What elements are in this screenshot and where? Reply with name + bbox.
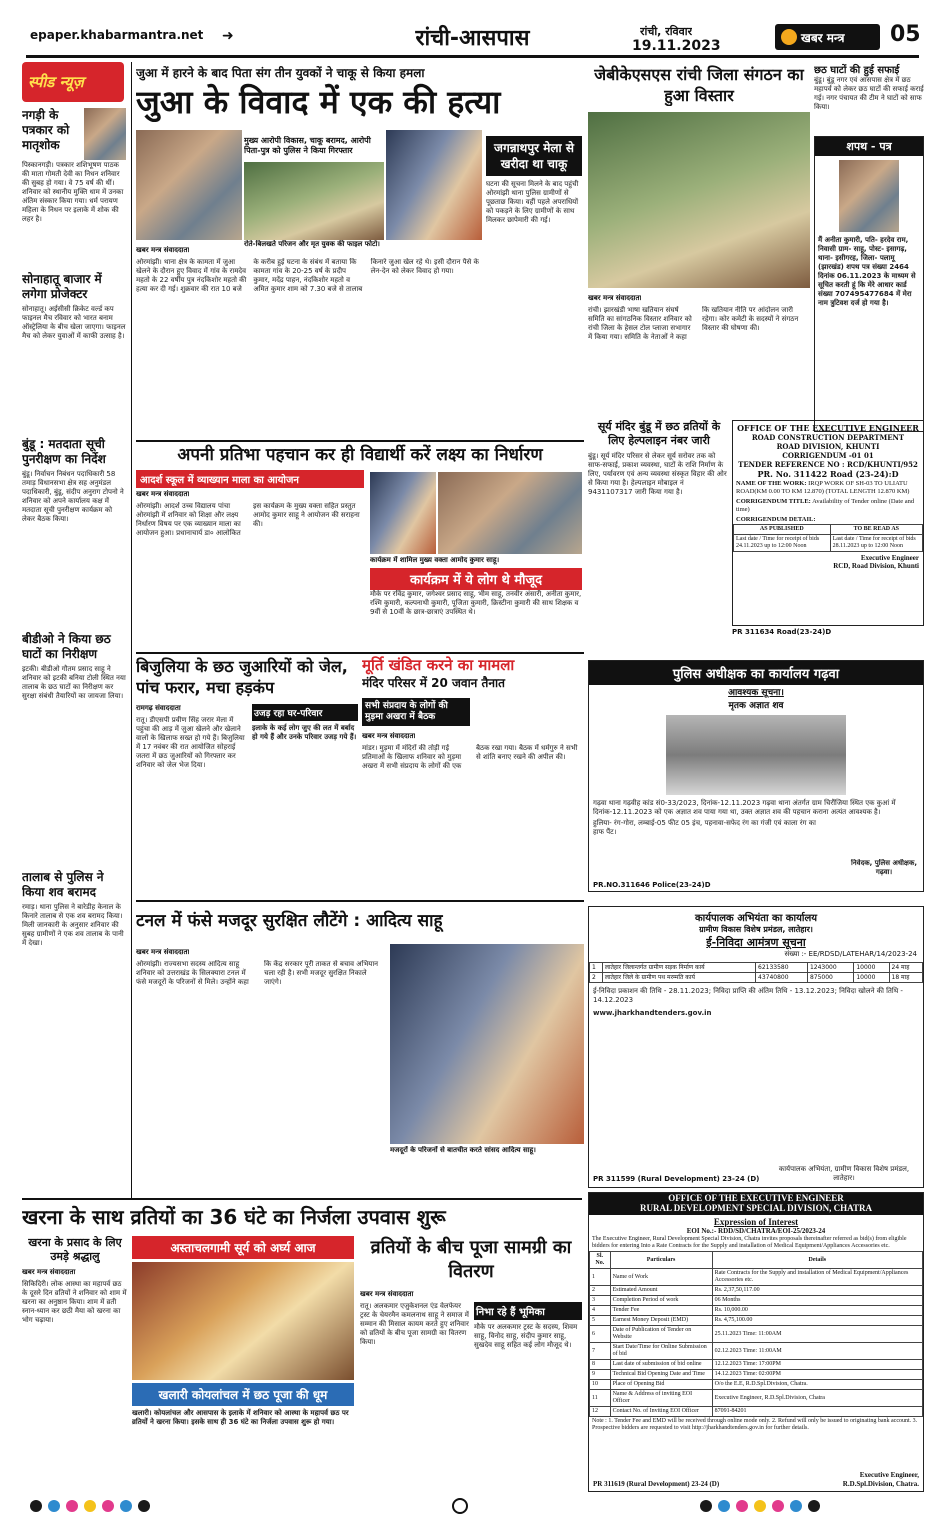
- ad-title: ई-निविदा आमंत्रण सूचना: [706, 936, 806, 949]
- sidebar-body: मौके पर अलकमार ट्रस्ट के सदस्य, शिवम साहू, विनोद साहू, संदीप कुमार साहू, सुखदेव साहू सहित कई लोग मौजूद थे।: [474, 1323, 578, 1349]
- ad-div: ग्रामीण विकास विशेष प्रमंडल, लातेहार।: [699, 925, 813, 934]
- item-body: सोनाहातू। अईसीसी क्रिकेट वर्ल्ड कप फाइनल मैच रविवार को भारत बनाम ऑस्ट्रेलिया के बीच खेला जाएगा। फाइनल मैच को लेकर युवाओं में काफी उत्साह है।: [22, 305, 126, 340]
- notice-pr: PR.NO.311646 Police(23-24)D: [593, 881, 711, 889]
- byline: खबर मन्त्र संवाददाता: [136, 490, 190, 498]
- cell-detail: 12.12.2023 Time: 17:00PM: [712, 1360, 922, 1370]
- murti-band: सभी संप्रदाय के लोगों की मुड़मा अखरा में बैठक: [362, 698, 470, 726]
- ad-ref: TENDER REFERENCE NO : RCD/KHUNTI/952: [738, 460, 918, 469]
- ad-division: ROAD DIVISION, KHUNTI: [776, 442, 880, 451]
- item-title: सोनाहातू बाजार में लगेगा प्रोजेक्टर: [22, 272, 102, 301]
- cell-detail: 87091-84201: [712, 1407, 922, 1417]
- chatra-eoi-ad: [588, 1192, 924, 1492]
- cursor-icon: ➜: [222, 28, 234, 44]
- lead-headline: जुआ के विवाद में एक की हत्या: [136, 83, 501, 121]
- byline: खबर मन्त्र संवाददाता: [362, 732, 416, 740]
- cell-particular: Date of Publication of Tender on Website: [610, 1326, 712, 1343]
- table-row: [590, 1316, 923, 1326]
- cell-particular: Tender Fee: [610, 1306, 712, 1316]
- sign-1: Executive Engineer: [860, 554, 919, 562]
- work-label: NAME OF THE WORK:: [736, 480, 807, 487]
- registration-dot: [48, 1500, 60, 1512]
- sidebar-body: घटना की सूचना मिलने के बाद पहुंची ओरमांझी थाना पुलिस ग्रामीणों से पूछताछ किया। वहीं पहले अपराधियों को पकड़ने के लिए ग्रामीणों के साथ मिलकर छापेमारी की गई।: [486, 180, 579, 224]
- cell-sl: 4: [590, 1306, 611, 1316]
- lead-sidebar: [486, 136, 582, 434]
- speed-news-item-5: [22, 870, 126, 1200]
- masthead-rule: [26, 55, 919, 58]
- cell-detail: 02.12.2023 Time: 11:00AM: [712, 1343, 922, 1360]
- left-body: सिकिदिरी। लोक आस्था का महापर्व छठ के दूसरे दिन व्रतियों ने शनिवार को शाम में खरना का अनुष्ठान किया। शाम में व्रती स्नान-ध्यान कर छठी मैया को खरना का भोग चढ़ाया।: [22, 1280, 127, 1324]
- speed-news-item-4: [22, 632, 126, 872]
- cell-sl: 1: [590, 1269, 611, 1286]
- table-row: [590, 1360, 923, 1370]
- sidebar-title: निभा रहे हैं भूमिका: [474, 1302, 582, 1320]
- work-table: [589, 962, 923, 983]
- bijuliya-headline: बिजुलिया के छठ जुआरियों को जेल, पांच फरार, मचा हड़कंप: [136, 657, 348, 697]
- item-title: तालाब से पुलिस ने किया शव बरामद: [22, 870, 104, 899]
- col-details: Details: [712, 1252, 922, 1269]
- accused-photo: [136, 130, 242, 240]
- road-tender-ad: [732, 420, 924, 626]
- eoi-intro: The Executive Engineer, Rural Development Special Division, Chatra invites proposals thereinafter referred as bid(s) from eligible bidders for entering Into a Rate Contracts for the Supply and installation of Medical Equipment/Appliances Accessories etc.: [592, 1236, 907, 1249]
- registration-marks-right: [700, 1500, 840, 1514]
- item-body: बुंडू। निर्वाचन निबंधन पदाधिकारी 58 तमाड़ विधानसभा क्षेत्र सह अनुमंडल पदाधिकारी, बुंडू, संदीप अनुराग टोपनो ने शनिवार को अपने कार्यालय कक्ष में मतदाता सूची पुनरीक्षण कार्यक्रम को लेकर बैठक किया।: [22, 470, 124, 523]
- notice-sub2: मृतक अज्ञात शव: [728, 701, 784, 711]
- registration-dot: [30, 1500, 42, 1512]
- byline: खबर मन्त्र संवाददाता: [136, 246, 190, 254]
- corrigendum-table: [733, 524, 923, 552]
- cell-sl: 6: [590, 1326, 611, 1343]
- cell-particular: Earnest Money Deposit (EMD): [610, 1316, 712, 1326]
- murti-sub: मंदिर परिसर में 20 जवान तैनात: [362, 676, 505, 690]
- bijuliya-body: रातू। डीएसपी प्रवीण सिंह जरार मेला में पहुंचा की आड़ में जुआ खेलने और खेलाने वालों के खिलाफ सख्त हो गये हैं। बिजुलिया में 17 नवंबर की रात आयोजित सोहराई जतरा में छठ जुआरियों को गिरफ्तार कर शनिवार को जेल भेज दिया।: [136, 716, 245, 769]
- arghya-band: अस्ताचलगामी सूर्य को अर्घ्य आज: [132, 1236, 354, 1259]
- affidavit-photo: [839, 160, 899, 232]
- khalari-band: खलारी कोयलांचल में छठ पूजा की धूम: [132, 1383, 354, 1406]
- police-notice-ad: [588, 660, 924, 892]
- cell-particular: Place of Opening Bid: [610, 1380, 712, 1390]
- registration-dot: [754, 1500, 766, 1512]
- item-title: बुंडू : मतदाता सूची पुनरीक्षण का निर्देश: [22, 437, 106, 466]
- ad-sign: कार्यपालक अभियंता, ग्रामीण विकास विशेष प्रमंडल, लातेहार।: [778, 1165, 910, 1182]
- table-row: [590, 1269, 923, 1286]
- notice-header: पुलिस अधीक्षक का कार्यालय गढ़वा: [589, 661, 923, 685]
- chhath-photo: [132, 1262, 354, 1380]
- cell-published: Last date / Time for receipt of bids 24.11.2023 up to 12:00 Noon: [734, 535, 831, 552]
- tunnel-photo: [390, 944, 584, 1144]
- photo-note: मुख्य आरोपी विकास, चाकू बरामद, आरोपी पिता-पुत्र को पुलिस ने किया गिरफ्तार: [244, 136, 371, 155]
- ad-office: OFFICE OF THE EXECUTIVE ENGINEER: [737, 423, 919, 433]
- affidavit-body: मैं अनीता कुमारी, पति- हरदेव राम, निवासी ग्राम- साहू, पोस्ट- इसागढ़, थाना- इसीगरह, जिला- पलामू (झारखंड) शपथ पत्र संख्या 2464 दिनांक 06.11.2023 के माध्यम से सूचित करती हूं कि मेरे आधार कार्ड संख्या 707495477684 में मेरा नाम त्रुटिवश दर्ज हो गया है।: [818, 236, 916, 307]
- tunnel-story: [136, 904, 584, 1194]
- cell-detail: 06 Months: [712, 1296, 922, 1306]
- kharna-left: [22, 1236, 128, 1498]
- section-title: रांची-आसपास: [415, 26, 530, 51]
- ad-sign-1: Executive Engineer,: [859, 1471, 919, 1479]
- table-row: 1 लातेहार जिलान्तर्गत ग्रामीण सड़क निर्माण कार्य 62133580 1243000 10000 24 माह: [590, 963, 923, 973]
- ad-number: संख्या :- EE/RDSD/LATEHAR/14/2023-24: [784, 950, 917, 958]
- cell-detail: Rs. 2,37,50,117.00: [712, 1286, 922, 1296]
- samagri-story: [360, 1236, 582, 1498]
- byline: खबर मन्त्र संवाददाता: [360, 1290, 414, 1298]
- table-row: [590, 1407, 923, 1417]
- registration-dot: [718, 1500, 730, 1512]
- khalari-body: खलारी। कोयलांचल और आसपास के इलाके में शनिवार को आस्था के महापर्व छठ पर व्रतियों ने खरना किया। इसके साथ ही 36 घंटे का निर्जला उपवास शुरू हो गया।: [132, 1409, 349, 1426]
- col-particulars: Particulars: [610, 1252, 712, 1269]
- col-sl: Sl. No.: [590, 1252, 611, 1269]
- cell-particular: Technical Bid Opening Date and Time: [610, 1370, 712, 1380]
- cell-particular: Name of Work: [610, 1269, 712, 1286]
- speed-news-item-3: [22, 437, 126, 637]
- speed-news-column: [22, 62, 128, 1200]
- speed-news-label: स्पीड न्यूज़: [28, 73, 84, 91]
- attendees-band: कार्यक्रम में ये लोग थे मौजूद: [370, 568, 582, 590]
- section-rule: [136, 652, 584, 654]
- date-line: रांची, रविवार: [640, 25, 693, 38]
- site-url[interactable]: epaper.khabarmantra.net: [30, 28, 204, 42]
- cell-particular: Start Date/Time for Online Submission of bid: [610, 1343, 712, 1360]
- jbkss-story: [588, 62, 810, 437]
- jbkss-body: रांची। झारखंडी भाषा खतियान संघर्ष समिति का सांगठनिक विस्तार शनिवार को रांची जिला के हेसल टोल प्लाजा सभागार में किया गया। समिति के नेताओं ने कहा कि खतियान नीति पर आंदोलन जारी रहेगा। कोर कमेटी के सदस्यों ने संगठन विस्तार की घोषणा की।: [588, 306, 799, 341]
- ad-pr: PR 311599 (Rural Development) 23-24 (D): [593, 1175, 760, 1183]
- cell-read-as: Last date / Time for receipt of bids 28.11.2023 up to 12:00 Noon: [830, 535, 922, 552]
- bijuliya-sidebar: [252, 704, 358, 894]
- column-rule: [131, 62, 132, 1200]
- notice-details: हुलिया- रंग-गोरा, लम्बाई-05 फीट 05 इंच, पहनावा-सफेद रंग का गंजी एवं काला रंग का हाफ पैंट।: [593, 819, 816, 836]
- table-row: [590, 1370, 923, 1380]
- item-body: इटकी। बीडीओ गौतम प्रसाद साहू ने शनिवार को इटकी बनिया टोली स्थित नया तालाब के छठ घाटों का निरीक्षण कर सुरक्षा संबंधी तैयारियों का जायजा लिया।: [22, 665, 126, 700]
- byline: खबर मन्त्र संवाददाता: [588, 294, 642, 302]
- unidentified-body-photo: [666, 715, 846, 795]
- table-row: [590, 1286, 923, 1296]
- attendees-body: मौके पर रविंद्र कुमार, जगेश्वर प्रसाद साहू, भीम साहू, तनवीर अंसारी, अनीता कुमार, रश्मि कुमारी, कल्पनाथी कुमारी, पूजिता कुमारी, क्रिस्टीना कुमारी की साथ शिक्षक व 9वीं से 10वीं के छात्र-छात्राएं उपस्थित थे।: [370, 590, 582, 616]
- ad-div: RURAL DEVELOPMENT SPECIAL DIVISION, CHATRA: [589, 1203, 923, 1215]
- surya-title: सूर्य मंदिर बुंडू में छठ व्रतियों के लिए हेल्पलाइन नंबर जारी: [597, 420, 721, 447]
- cell-sl: 12: [590, 1407, 611, 1417]
- cell-detail: 25.11.2023 Time: 11:00AM: [712, 1326, 922, 1343]
- pratibha-body: ओरमांझी। आदर्श उच्च विद्यालय पांचा ओरमांझी में शनिवार को शिक्षा और लक्ष्य निर्धारण विषय पर एक व्याख्यान माला का आयोजन हुआ। प्रधानाचार्य डा० आलोकित इस कार्यक्रम के मुख्य वक्ता सहित प्रस्तुत आमोद कुमार साहू ने आयोजन की सराहना की।: [136, 502, 360, 537]
- brief-body: बुंडू। बुंडू नगर एवं आसपास क्षेत्र में छठ महापर्व को लेकर छठ घाटों की सफाई कराई गई। नगर पंचायत की टीम ने घाटों को साफ किया।: [814, 76, 924, 111]
- notice-sign: निवेदक, पुलिस अधीक्षक, गढ़वा।: [850, 859, 917, 876]
- cell-sl: 2: [590, 1286, 611, 1296]
- work-name: IRQP WORK OF SH-03 TO ULIATU ROAD(KM 0.00 TO KM 12.870) (TOTAL LENGTH 12.870 KM): [736, 480, 910, 495]
- portrait-photo: [84, 108, 126, 160]
- sidebar-title: जगन्नाथपुर मेला से खरीदा था चाकू: [486, 136, 582, 176]
- brief-title: छठ घाटों की हुई सफाई: [814, 65, 900, 76]
- item-title: बीडीओ ने किया छठ घाटों का निरीक्षण: [22, 632, 111, 661]
- surya-body: बुंडू। सूर्य मंदिर परिसर से लेकर सूर्य सरोवर तक को साफ-सफाई, प्रकाश व्यवस्था, घाटों के राशि निर्माण के लिए, पर्यावरण एवं अन्य व्यवस्था संस्कृत विहार की ओर से किया गया है। हेल्पलाइन मोबाइल नं 9431107317 जारी किया गया है।: [588, 452, 727, 496]
- group-photo: [588, 112, 810, 288]
- lead-kicker: जुआ में हारने के बाद पिता संग तीन युवकों ने चाकू से किया हमला: [136, 66, 425, 80]
- tunnel-headline: टनल में फंसे मजदूर सुरक्षित लौटेंगे : आदित्य साहू: [136, 911, 443, 931]
- samagri-headline: व्रतियों के बीच पूजा सामग्री का वितरण: [370, 1237, 572, 1282]
- registration-marks-left: [30, 1500, 170, 1514]
- page-number: 05: [890, 22, 921, 47]
- photo-caption: मजदूरों के परिजनों से बातचीत करते सांसद आदित्य साहू।: [390, 1146, 536, 1154]
- crosshair-icon: [452, 1498, 468, 1514]
- cell-sl: 8: [590, 1360, 611, 1370]
- ad-dates: ई-निविदा प्रकाशन की तिथि - 28.11.2023; निविदा प्राप्ति की अंतिम तिथि - 13.12.2023; निविदा खोलने की तिथि - 14.12.2023: [593, 987, 903, 1004]
- section-rule: [22, 1198, 582, 1200]
- table-row: [590, 1306, 923, 1316]
- table-row: [590, 1326, 923, 1343]
- pratibha-kicker: आदर्श स्कूल में व्याख्यान माला का आयोजन: [136, 470, 364, 488]
- col-read-as: TO BE READ AS: [830, 525, 922, 535]
- detail-label: CORRIGENDUM DETAIL:: [736, 516, 816, 523]
- registration-dot: [700, 1500, 712, 1512]
- murti-body: मांडर। मुड़मा में मंदिरों की तोड़ी गई प्रतिमाओं के खिलाफ शनिवार को मुड़मा अखरा में सभी संप्रदाय के लोगों की एक बैठक रखा गया। बैठक में धर्मगुरु ने सभी से शांति बनाए रखने की अपील की।: [362, 744, 578, 770]
- registration-dot: [120, 1500, 132, 1512]
- cell-detail: O/o the E.E, R.D.Spl.Division, Chatra.: [712, 1380, 922, 1390]
- cell-particular: Completion Period of work: [610, 1296, 712, 1306]
- lead-body: ओरमांझी। थाना क्षेत्र के कामता में जुआ खेलने के दौरान हुए विवाद में गांव के रामदेव महतो के 22 वर्षीय पुत्र नंदकिशोर महतो की हत्या कर दी गई। शुक्रवार की रात 10 बजे के करीब हुई घटना के संबंध में बताया कि कामता गांव के 20-25 वर्ष के प्रदीप कुमार, मदेंद्र पाहन, नंदकिशोर महतो व अमित कुमार शाम को 7.30 बजे से तालाब किनारे जुआ खेल रहे थे। इसी दौरान पैसे के लेन-देन को लेकर विवाद हो गया।: [136, 258, 479, 293]
- cell-detail: 14.12.2023 Time: 02:00PM: [712, 1370, 922, 1380]
- pratibha-story: [136, 444, 584, 644]
- pratibha-headline: अपनी प्रतिभा पहचान कर ही विद्यार्थी करें लक्ष्य का निर्धारण: [177, 445, 543, 465]
- registration-dot: [772, 1500, 784, 1512]
- cell-sl: 5: [590, 1316, 611, 1326]
- cell-sl: 10: [590, 1380, 611, 1390]
- sidebar-title: उजड़ रहा घर-परिवार: [252, 704, 358, 721]
- cell-detail: Rs. 10,000.00: [712, 1306, 922, 1316]
- lead-story: [136, 62, 584, 437]
- table-row: [590, 1380, 923, 1390]
- kharna-center: [132, 1236, 354, 1498]
- left-title: खरना के प्रसाद के लिए उमड़े श्रद्धालु: [28, 1236, 122, 1263]
- cell-detail: Executive Engineer, R.D.Spl.Division, Chatra: [712, 1390, 922, 1407]
- item-body: रमाड़। थाना पुलिस ने बारेडीह केनाल के किनारे तालाब से एक शव बरामद किया। मिली जानकारी के अनुसार शनिवार की सुबह ग्रामीणों ने एक शव तालाब के पानी में देखा।: [22, 903, 124, 947]
- item-title: नगड़ी के पत्रकार को मातृशोक: [22, 108, 70, 152]
- byline: खबर मन्त्र संवाददाता: [136, 948, 190, 956]
- speed-news-item-2: [22, 272, 126, 452]
- photo-caption: कार्यक्रम में शामिल मुख्य वक्ता आमोद कुमार साहू।: [370, 556, 500, 564]
- table-row: [590, 1343, 923, 1360]
- murti-headline: मूर्ति खंडित करने का मामला: [362, 656, 515, 674]
- sidebar-body: इलाके के कई लोग जुए की लत में बर्बाद हो गये हैं और उनके परिवार उजड़ गये हैं।: [252, 724, 357, 741]
- ad-pr: PR. No. 311422 Road (23-24):D: [757, 469, 899, 479]
- issue-date: 19.11.2023: [632, 38, 721, 54]
- cell-detail: Rs. 4,75,100.00: [712, 1316, 922, 1326]
- sun-logo-icon: [781, 29, 797, 45]
- rural-tender-ad: [588, 906, 924, 1188]
- cell-sl: 7: [590, 1343, 611, 1360]
- cell-particular: Estimated Amount: [610, 1286, 712, 1296]
- affidavit-notice: [814, 136, 924, 432]
- ad-sign-2: R.D.Spl.Division, Chatra.: [842, 1480, 919, 1488]
- samagri-sidebar: [474, 1302, 582, 1496]
- ad-pr: PR 311619 (Rural Development) 23-24 (D): [593, 1480, 720, 1488]
- item-body: पिस्कानगड़ी। पत्रकार शशिभूषण पाठक की माता गोमती देवी का निधन शनिवार की सुबह हो गया। वे 75 वर्ष की थीं। शनिवार को स्थानीय मुक्ति धाम में उनका अंतिम संस्कार किया गया। धर्म परायण महिला के निधन पर इलाके में शोक की लहर है।: [22, 161, 124, 223]
- registration-dot: [84, 1500, 96, 1512]
- eoi-table: [589, 1251, 923, 1417]
- notice-sub1: आवश्यक सूचना।: [728, 688, 784, 698]
- registration-dot: [138, 1500, 150, 1512]
- brand-badge: [775, 24, 880, 50]
- murti-story: [362, 656, 584, 896]
- family-photo: [244, 162, 384, 240]
- ad-office: कार्यपालक अभियंता का कार्यालय: [694, 913, 818, 924]
- tunnel-body: ओरमांझी। राज्यसभा सदस्य आदित्य साहू शनिवार को उत्तराखंड के सिलक्यारा टनल में फंसे मजदूरों के परिजनों से मिले। उन्होंने कहा कि केंद्र सरकार पूरी ताकत से बचाव अभियान चला रही है। सभी मजदूर सुरक्षित निकाले जाएंगे।: [136, 960, 379, 986]
- corr-title: Availability of Tender online (Date and time): [736, 498, 915, 513]
- victim-photo: [386, 130, 482, 240]
- corr-title-label: CORRIGENDUM TITLE:: [736, 498, 811, 505]
- bijuliya-story: [136, 656, 358, 896]
- samagri-body: रातू। अलकमार एजुकेशनल एंड वेलफेयर ट्रस्ट के चेयरमैन कमलनाथ साहू ने समाज में सम्मान की मिसाल कायम करते हुए शनिवार को व्रतियों के बीच पूजा सामग्री का वितरण किया।: [360, 1302, 469, 1346]
- event-photo-1: [370, 472, 436, 554]
- surya-mandir: [588, 420, 730, 642]
- table-row: [590, 1296, 923, 1306]
- registration-dot: [736, 1500, 748, 1512]
- registration-dot: [102, 1500, 114, 1512]
- cell-detail: Rate Contracts for the Supply and installation of Medical Equipment/Appliances Accessories etc.: [712, 1269, 922, 1286]
- table-row: 2 लातेहार जिले के ग्रामीण पथ मरम्मति कार्य 43740800 875000 10000 18 माह: [590, 973, 923, 983]
- masthead: [0, 0, 945, 60]
- registration-dot: [66, 1500, 78, 1512]
- registration-dot: [790, 1500, 802, 1512]
- ad-dept: ROAD CONSTRUCTION DEPARTMENT: [751, 433, 905, 442]
- cell-particular: Contact No. of Inviting EOI Officer: [610, 1407, 712, 1417]
- section-rule: [136, 440, 584, 442]
- jbkss-headline: जेबीकेएसएस रांची जिला संगठन का हुआ विस्तार: [594, 65, 804, 105]
- brand-name: खबर मन्त्र: [801, 31, 845, 45]
- ad-corr: CORRIGENDUM -01 01: [782, 451, 874, 460]
- section-rule: [136, 900, 584, 902]
- col-published: AS PUBLISHED: [734, 525, 831, 535]
- road-tender-pr: PR 311634 Road(23-24)D: [732, 628, 832, 636]
- chhath-safai: [814, 62, 924, 134]
- event-photo-2: [438, 472, 582, 554]
- kharna-headline: खरना के साथ व्रतियों का 36 घंटे का निर्जला उपवास शुरू: [22, 1205, 446, 1229]
- byline: रामगढ़ संवाददाता: [136, 704, 181, 712]
- cell-sl: 11: [590, 1390, 611, 1407]
- cell-particular: Last date of submission of bid online: [610, 1360, 712, 1370]
- cell-sl: 3: [590, 1296, 611, 1306]
- notice-body: गढ़वा थाना गढ़वीह कांड सं0-33/2023, दिनांक-12.11.2023 गढ़वा थाना अंतर्गत ग्राम चिरौंजिया स्थित एक कुआं में दिनांक-12.11.2023 को एक अज्ञात शव पाया गया था, उक्त अज्ञात शव की पहचान कराना अत्यंत आवश्यक है।: [593, 799, 896, 816]
- eoi-title: Expression of Interest: [713, 1217, 799, 1227]
- cell-particular: Name & Address of inviting EOI Officer: [610, 1390, 712, 1407]
- ad-website[interactable]: www.jharkhandtenders.gov.in: [593, 1009, 712, 1017]
- registration-dot: [808, 1500, 820, 1512]
- speed-news-badge: [22, 62, 124, 102]
- cell-sl: 9: [590, 1370, 611, 1380]
- affidavit-title: शपथ - पत्र: [815, 137, 923, 156]
- eoi-note: Note : 1. Tender Fee and EMD will be received through online mode only. 2. Refund will only be issued to originating bank account. 3. Prospective bidders are requested to visit http://jharkhandtenders.gov.in for further details.: [592, 1418, 918, 1431]
- byline: खबर मन्त्र संवाददाता: [22, 1268, 76, 1276]
- photo-caption: रोते-बिलखते परिजन और मृत युवक की फाइल फोटो।: [244, 240, 380, 248]
- table-row: [590, 1390, 923, 1407]
- eoi-number: EOI No.:- RDD/SD/CHATRA/EOI-25/2023-24: [686, 1227, 826, 1235]
- sign-2: RCD, Road Division, Khunti: [833, 562, 919, 570]
- ad-office: OFFICE OF THE EXECUTIVE ENGINEER: [589, 1193, 923, 1203]
